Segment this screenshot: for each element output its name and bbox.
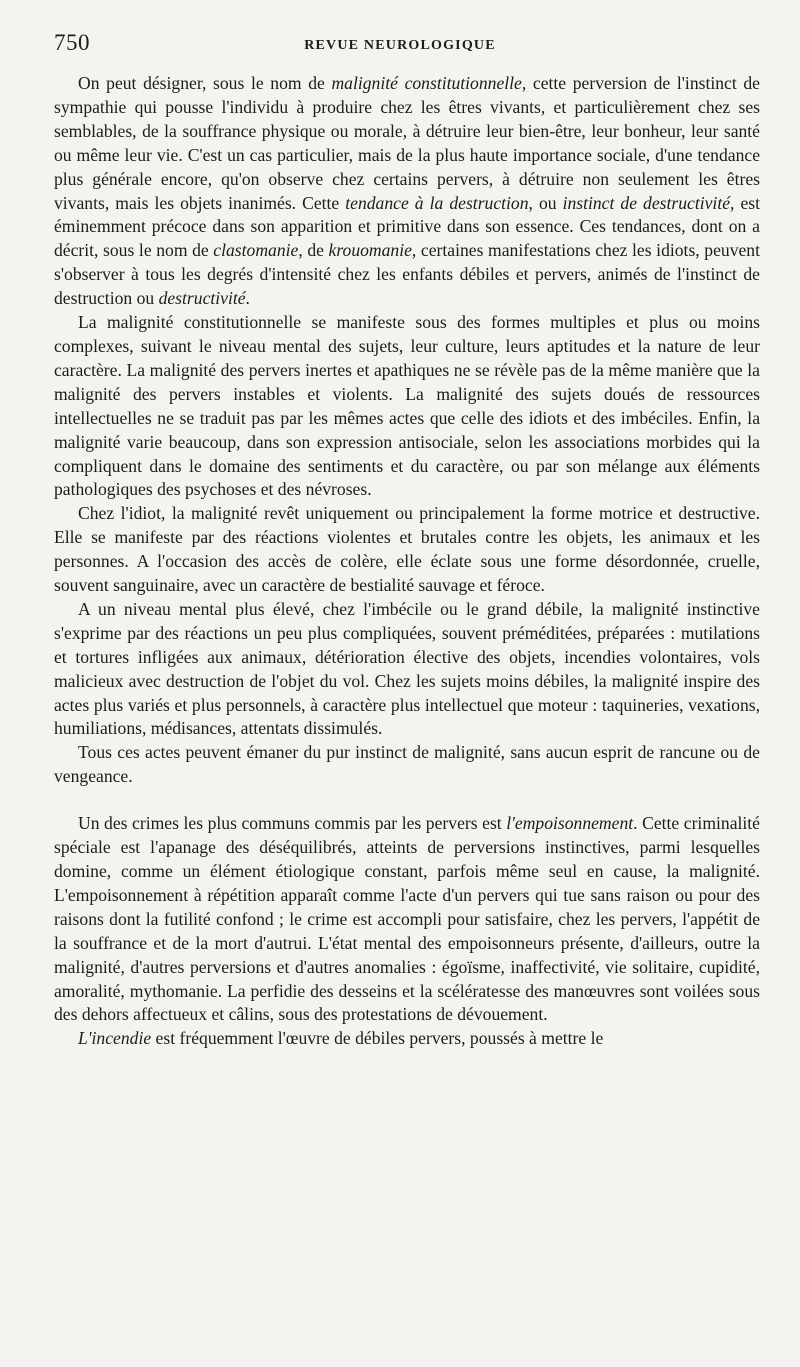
paragraph [54,72,760,311]
text-run: , ou [528,192,563,213]
text-run: . [245,288,250,309]
text-run: Un des crimes les plus communs commis par les pervers est [78,813,507,834]
text-run: Tous ces actes peuvent émaner du pur instinct de malignité, sans aucun esprit de rancune ou de vengeance. [54,742,760,787]
text-run: Chez l'idiot, la malignité revêt uniquement ou principalement la forme motrice et destructive. Elle se manifeste par des réactions violentes et brutales contre les objets, les animaux et les personnes. A l'occasion des accès de colère, elle éclate sous une forme désordonnée, cruelle, souvent sanguinaire, avec un caractère de bestialité sauvage et féroce. [54,503,760,596]
italic-term: L'incendie [78,1028,152,1049]
text-run: est fréquemment l'œuvre de débiles pervers, poussés à mettre le [151,1028,604,1049]
page-header [54,30,746,60]
text-run: , est éminemment précoce dans son apparition et primitive dans son essence. Ces tendances, dont on a décrit, sous le nom de [54,192,760,261]
body-text [54,72,760,1051]
text-run: A un niveau mental plus élevé, chez l'imbécile ou le grand débile, la malignité instinctive s'exprime par des réactions un peu plus compliquées, souvent préméditées, préparées : mutilations et tortures infligées aux animaux, détérioration élective des objets, incendies volontaires, vols malicieux avec destruction de l'objet du vol. Chez les sujets moins débiles, la malignité inspire des actes plus variés et plus personnels, à caractère plus intellectuel que moteur : taquineries, vexations, humiliations, médisances, attentats dissimulés. [54,598,760,739]
text-run: , certaines manifestations chez les idiots, peuvent s'observer à tous les degrés d'intensité chez les enfants débiles et pervers, animés de l'instinct de destruction ou [54,240,760,309]
paragraph [54,741,760,789]
text-run: La malignité constitutionnelle se manifeste sous des formes multiples et plus ou moins complexes, suivant le niveau mental des sujets, leur culture, leurs aptitudes et la nature de leur caractère. La malignité des pervers inertes et apathiques ne se révèle pas de la même manière que la malignité des pervers instables et violents. La malignité des sujets doués de ressources intellectuelles ne se traduit pas par les mêmes actes que celle des idiots et des imbéciles. Enfin, la malignité varie beaucoup, dans son expression antisociale, selon les associations morbides qui la compliquent dans le domaine des sentiments et du caractère, ou par son mélange aux éléments pathologiques des psychoses et des névroses. [54,312,760,500]
italic-term: malignité constitutionnelle [331,73,522,93]
italic-term: krouomanie [328,240,412,261]
italic-term: instinct de destructivité [562,192,731,213]
text-run: , cette perversion de l'instinct de sympathie qui pousse l'individu à produire chez les êtres vivants, et particulièrement chez ses semblables, de la souffrance physique ou morale, à détruire leur bien-être, leur bonheur, leur santé ou même leur vie. C'est un cas particulier, mais de la plus haute importance sociale, d'une tendance plus générale encore, qu'on observe chez certains pervers, à détruire non seulement les êtres vivants, mais les objets inanimés. Cette [54,73,760,213]
text-run: , de [298,240,329,261]
italic-term: clastomanie [213,240,299,261]
italic-term: destructivité [158,288,246,309]
page-number: 750 [54,30,90,55]
paragraph [54,311,760,502]
text-run: On peut désigner, sous le nom de [78,73,332,93]
running-head: REVUE NEUROLOGIQUE [304,38,496,53]
paragraph [54,812,760,1027]
text-run: . Cette criminalité spéciale est l'apanage des déséquilibrés, atteints de perversions instinctives, parmi lesquelles domine, comme un élément étiologique constant, parfois même seul en cause, la malignité. L'empoisonnement à répétition apparaît comme l'acte d'un pervers qui tue sans raison ou pour des raisons dont la futilité confond ; le crime est accompli pour satisfaire, chez les pervers, l'appétit de la souffrance et de la mort d'autrui. L'état mental des empoisonneurs présente, d'ailleurs, outre la malignité, d'autres perversions et d'autres anomalies : égoïsme, inaffectivité, vie solitaire, cupidité, amoralité, mythomanie. La perfidie des desseins et la scélératesse des manœuvres sont voilées sous des dehors affectueux et câlins, sous des protestations de dévouement. [54,813,760,1025]
italic-term: tendance à la destruction [345,192,529,213]
italic-term: l'empoisonnement [506,813,634,834]
paragraph [54,502,760,598]
paragraph [54,1027,760,1051]
paragraph [54,598,760,741]
